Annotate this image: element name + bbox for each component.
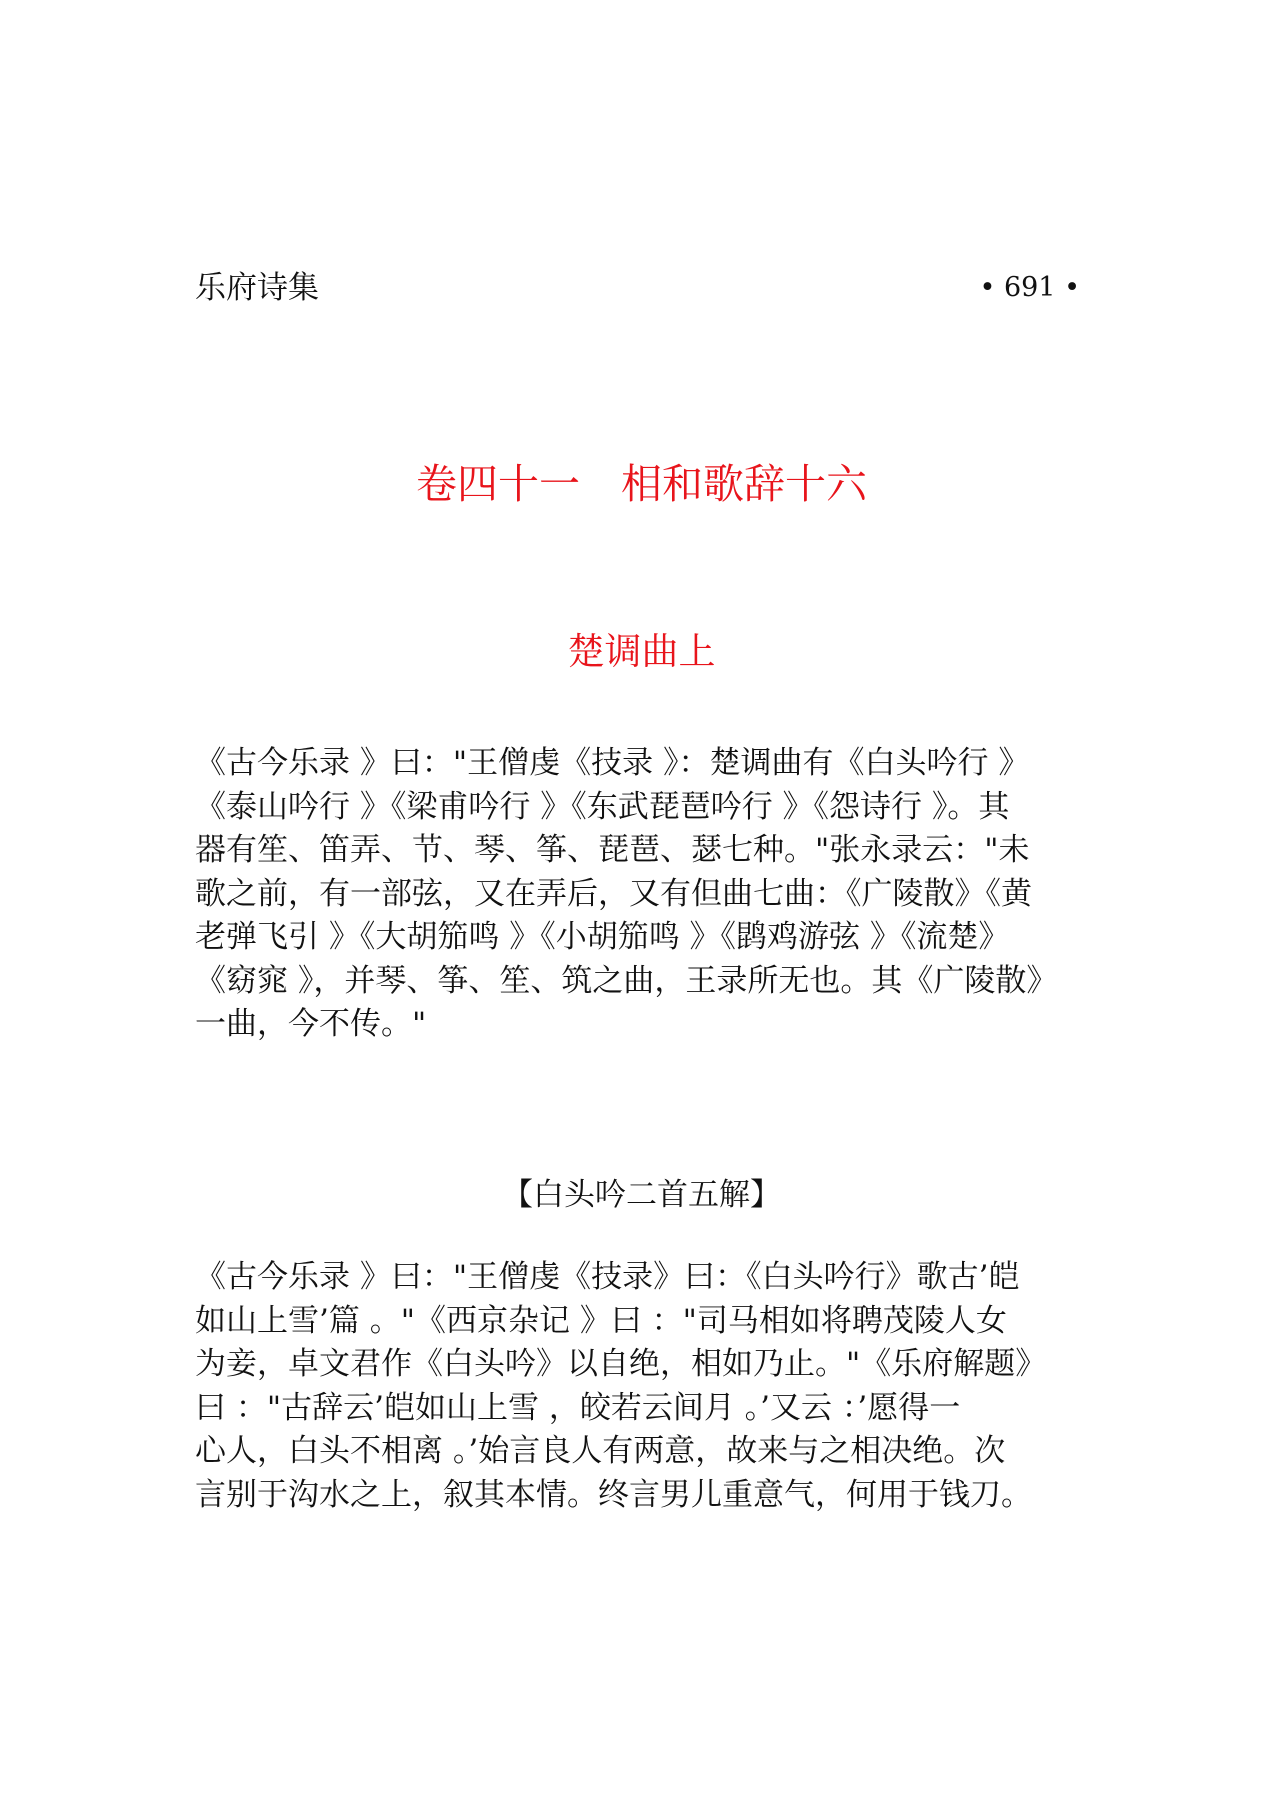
poem-paragraph: 《古今乐录 》曰："王僧虔《技录》曰：《白头吟行》歌古’皑 如山上雪’篇 。"《西京杂记 》曰 ："司马相如将聘茂陵人女 为妾，卓文君作《白头吟》以自绝，相如乃止。"《乐府解题》 曰 ："古辞云’皑如山上雪 ，皎若云间月 。’又云 ：’愿得一 心人，白头不相离 。’始言良人有两意，故来与之相决绝。次 言别于沟水之上，叙其本情。终言男儿重意气，何用于钱刀。 [195,1259,1047,1513]
book-title: 乐府诗集 [195,270,319,306]
volume-title: 卷四十一 相和歌辞十六 [416,460,867,508]
intro-paragraph: 《古今乐录 》曰："王僧虔《技录 》：楚调曲有《白头吟行 》 《泰山吟行 》《梁甫吟行 》《东武琵琶吟行 》《怨诗行 》。其 器有笙、笛弄、节、琴、筝、琵琶、瑟七种。"张永录云："未 歌之前，有一部弦，又在弄后，又有但曲七曲：《广陵散》《黄 老弹飞引 》《大胡笳鸣 》《小胡笳鸣 》《鹍鸡游弦 》《流楚》 《窈窕 》，并琴、筝、笙、筑之曲，王录所无也。其《广陵散》 一曲，今不传。" [195,745,1058,1042]
page-number: • 691 • [979,272,1080,303]
page-header [195,268,1080,308]
poem-heading: 【白头吟二首五解】 [502,1177,781,1213]
section-title: 楚调曲上 [567,630,716,673]
